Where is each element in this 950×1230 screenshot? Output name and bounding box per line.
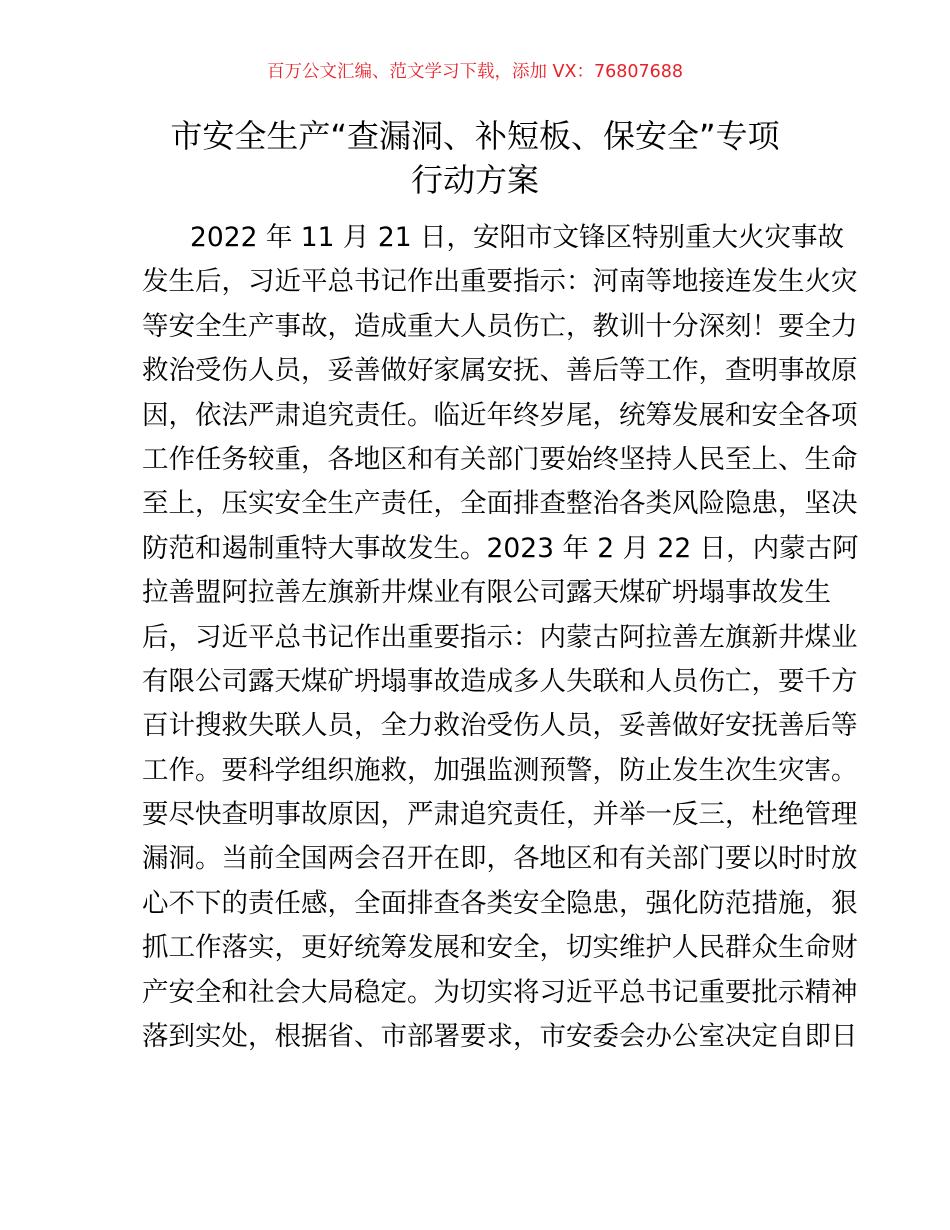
body-line: 救治受伤人员，妥善做好家属安抚、善后等工作，查明事故原 [142,355,858,387]
document-title [130,114,820,202]
body-line: 工作任务较重，各地区和有关部门要始终坚持人民至上、生命 [142,443,858,475]
body-line: 后，习近平总书记作出重要指示：内蒙古阿拉善左旗新井煤业 [142,621,858,653]
body-line: 发生后，习近平总书记作出重要指示：河南等地接连发生火灾 [142,266,858,298]
body-line: 百计搜救失联人员，全力救治受伤人员，妥善做好安抚善后等 [142,710,858,742]
body-line: 工作。要科学组织施救，加强监测预警，防止发生次生灾害。 [142,754,858,786]
title-line: 行动方案 [410,161,539,199]
document-body [142,216,859,1059]
title-line: 市安全生产“查漏洞、补短板、保安全”专项 [170,117,780,155]
body-line: 拉善盟阿拉善左旗新井煤业有限公司露天煤矿坍塌事故发生 [142,577,831,609]
body-line: 心不下的责任感，全面排查各类安全隐患，强化防范措施，狠 [142,887,858,919]
body-line: 漏洞。当前全国两会召开在即，各地区和有关部门要以时时放 [142,843,858,875]
body-line: 防范和遏制重特大事故发生。2023 年 2 月 22 日，内蒙古阿 [142,532,859,564]
body-line: 落到实处，根据省、市部署要求，市安委会办公室决定自即日 [142,1021,858,1053]
body-line: 因，依法严肃追究责任。临近年终岁尾，统筹发展和安全各项 [142,399,858,431]
body-line: 2022 年 11 月 21 日，安阳市文锋区特别重大火灾事故 [190,222,844,253]
body-line: 有限公司露天煤矿坍塌事故造成多人失联和人员伤亡，要千方 [142,665,858,697]
body-line: 等安全生产事故，造成重大人员伤亡，教训十分深刻！要全力 [142,310,858,342]
body-line: 抓工作落实，更好统筹发展和安全，切实维护人民群众生命财 [142,932,858,964]
body-line: 产安全和社会大局稳定。为切实将习近平总书记重要批示精神 [142,976,858,1008]
watermark-header: 百万公文汇编、范文学习下载，添加 VX：76807688 [266,62,684,82]
body-line: 要尽快查明事故原因，严肃追究责任，并举一反三，杜绝管理 [142,799,858,831]
body-line: 至上，压实安全生产责任，全面排查整治各类风险隐患，坚决 [142,488,858,520]
